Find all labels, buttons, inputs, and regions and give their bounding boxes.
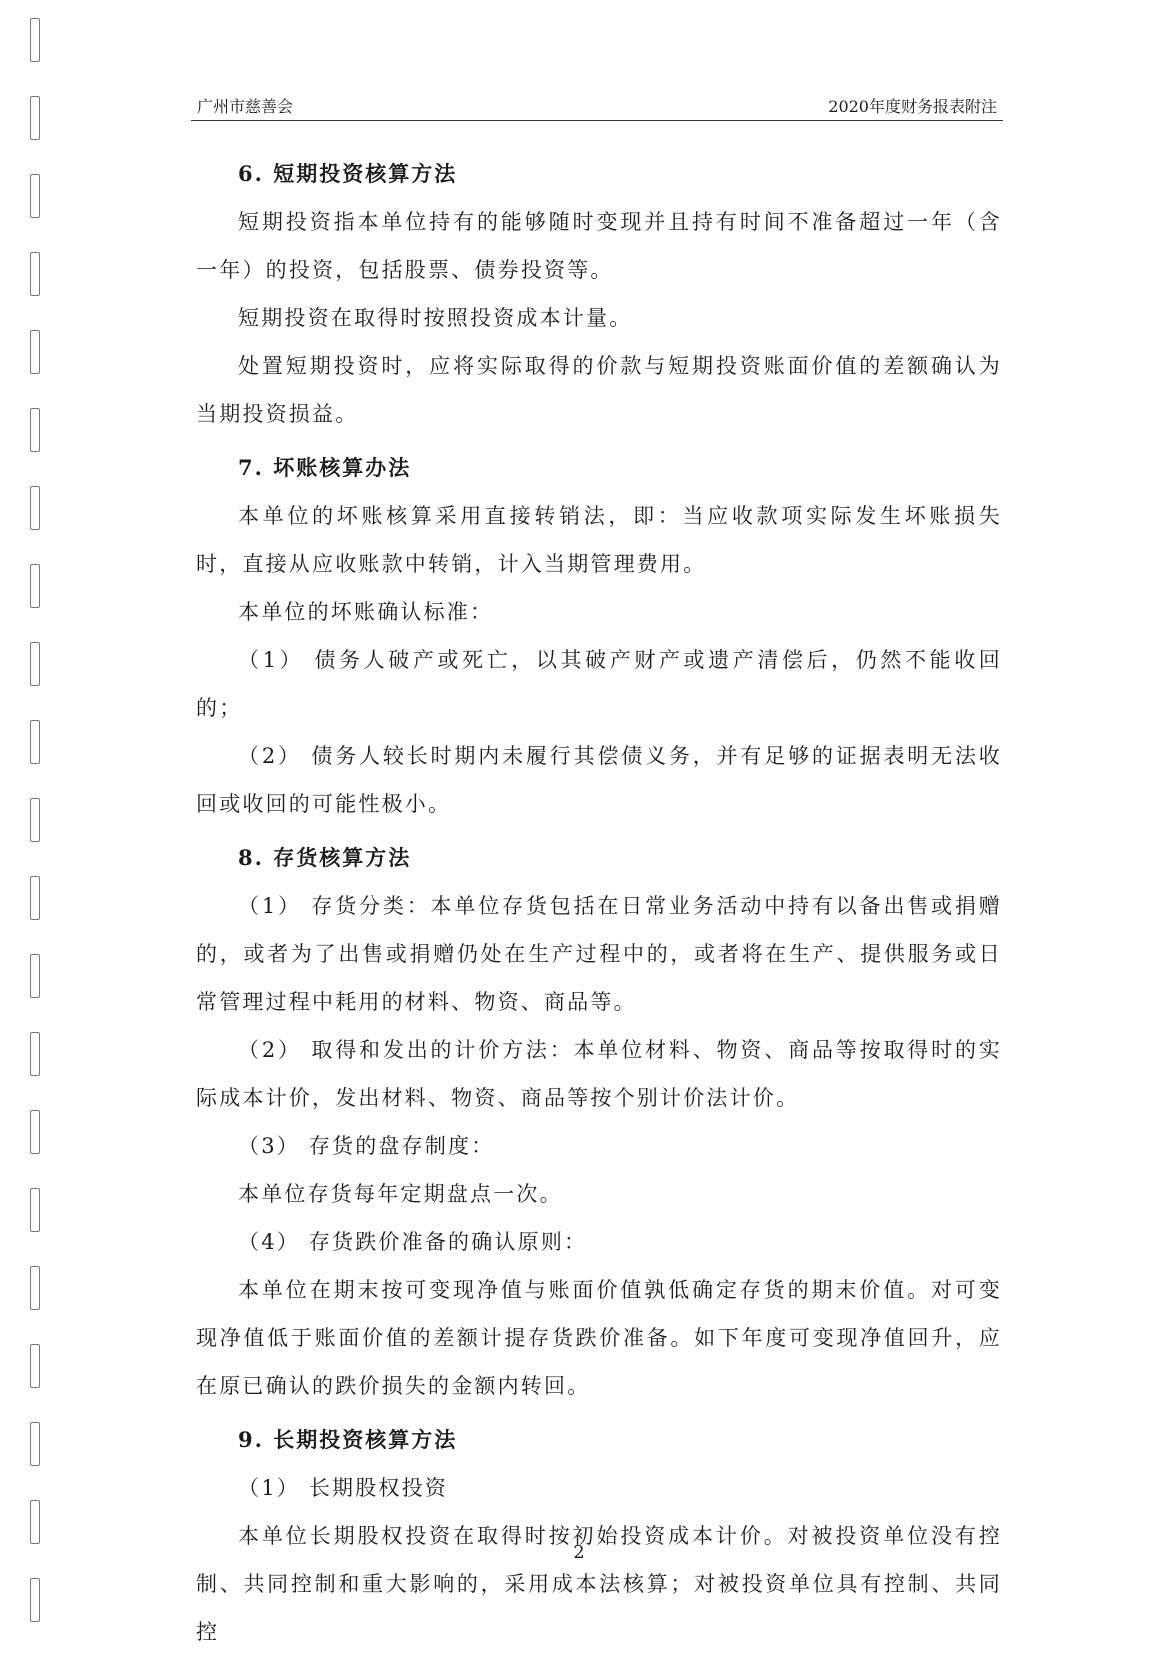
binding-hole [30, 1266, 40, 1310]
paragraph: 本单位的坏账确认标准： [238, 600, 494, 624]
binding-hole [30, 252, 40, 296]
binding-hole [30, 954, 40, 998]
section-heading: 8. 存货核算方法 [238, 845, 412, 870]
binding-hole [30, 642, 40, 686]
binding-hole [30, 408, 40, 452]
page-header [191, 92, 1003, 121]
report-title: 2020年度财务报表附注 [828, 97, 997, 116]
paragraph: 本单位在期末按可变现净值与账面价值孰低确定存货的期末价值。对可变现净值低于账面价值的差额计提存货跌价准备。如下年度可变现净值回升，应在原已确认的跌价损失的金额内转回。 [196, 1278, 1002, 1398]
binding-hole [30, 486, 40, 530]
binding-hole [30, 18, 40, 62]
binding-hole [30, 96, 40, 140]
binding-hole [30, 1110, 40, 1154]
list-item: （4） 存货跌价准备的确认原则： [238, 1230, 588, 1254]
section-heading: 6. 短期投资核算方法 [238, 161, 458, 186]
binding-hole [30, 1344, 40, 1388]
document-body [196, 150, 1002, 1656]
list-item: （1） 存货分类：本单位存货包括在日常业务活动中持有以备出售或捐赠的，或者为了出售或捐赠仍处在生产过程中的，或者将在生产、提供服务或日常管理过程中耗用的材料、物资、商品等。 [196, 894, 1002, 1014]
binding-hole [30, 876, 40, 920]
list-item: （3） 存货的盘存制度： [238, 1134, 495, 1158]
list-item: （2） 取得和发出的计价方法：本单位材料、物资、商品等按取得时的实际成本计价，发出材料、物资、商品等按个别计价法计价。 [196, 1038, 1002, 1110]
section-heading: 7. 坏账核算办法 [238, 455, 412, 480]
binding-hole [30, 564, 40, 608]
list-item: （1） 长期股权投资 [238, 1476, 449, 1500]
section-heading: 9. 长期投资核算方法 [238, 1427, 458, 1452]
binding-hole [30, 330, 40, 374]
binding-hole [30, 798, 40, 842]
organization-name: 广州市慈善会 [197, 97, 294, 116]
binding-hole [30, 1578, 40, 1622]
list-item: （2） 债务人较长时期内未履行其偿债义务，并有足够的证据表明无法收回或收回的可能性极小。 [196, 744, 1002, 816]
binding-hole [30, 720, 40, 764]
list-item: （1） 债务人破产或死亡，以其破产财产或遗产清偿后，仍然不能收回的； [196, 648, 1002, 720]
paragraph: 本单位长期股权投资在取得时按初始投资成本计价。对被投资单位没有控制、共同控制和重大影响的，采用成本法核算；对被投资单位具有控制、共同控 [196, 1524, 1002, 1644]
binding-hole [30, 174, 40, 218]
paragraph: 短期投资在取得时按照投资成本计量。 [238, 306, 633, 330]
binding-hole [30, 1500, 40, 1544]
paragraph: 短期投资指本单位持有的能够随时变现并且持有时间不准备超过一年（含一年）的投资，包括股票、债券投资等。 [196, 210, 1002, 282]
paragraph: 处置短期投资时，应将实际取得的价款与短期投资账面价值的差额确认为当期投资损益。 [196, 354, 1002, 426]
paragraph: 本单位的坏账核算采用直接转销法，即：当应收款项实际发生坏账损失时，直接从应收账款中转销，计入当期管理费用。 [196, 504, 1002, 576]
binding-hole [30, 1422, 40, 1466]
page-number: 2 [573, 1542, 585, 1563]
binding-hole [30, 1032, 40, 1076]
binding-hole [30, 1188, 40, 1232]
paragraph: 本单位存货每年定期盘点一次。 [238, 1182, 563, 1206]
